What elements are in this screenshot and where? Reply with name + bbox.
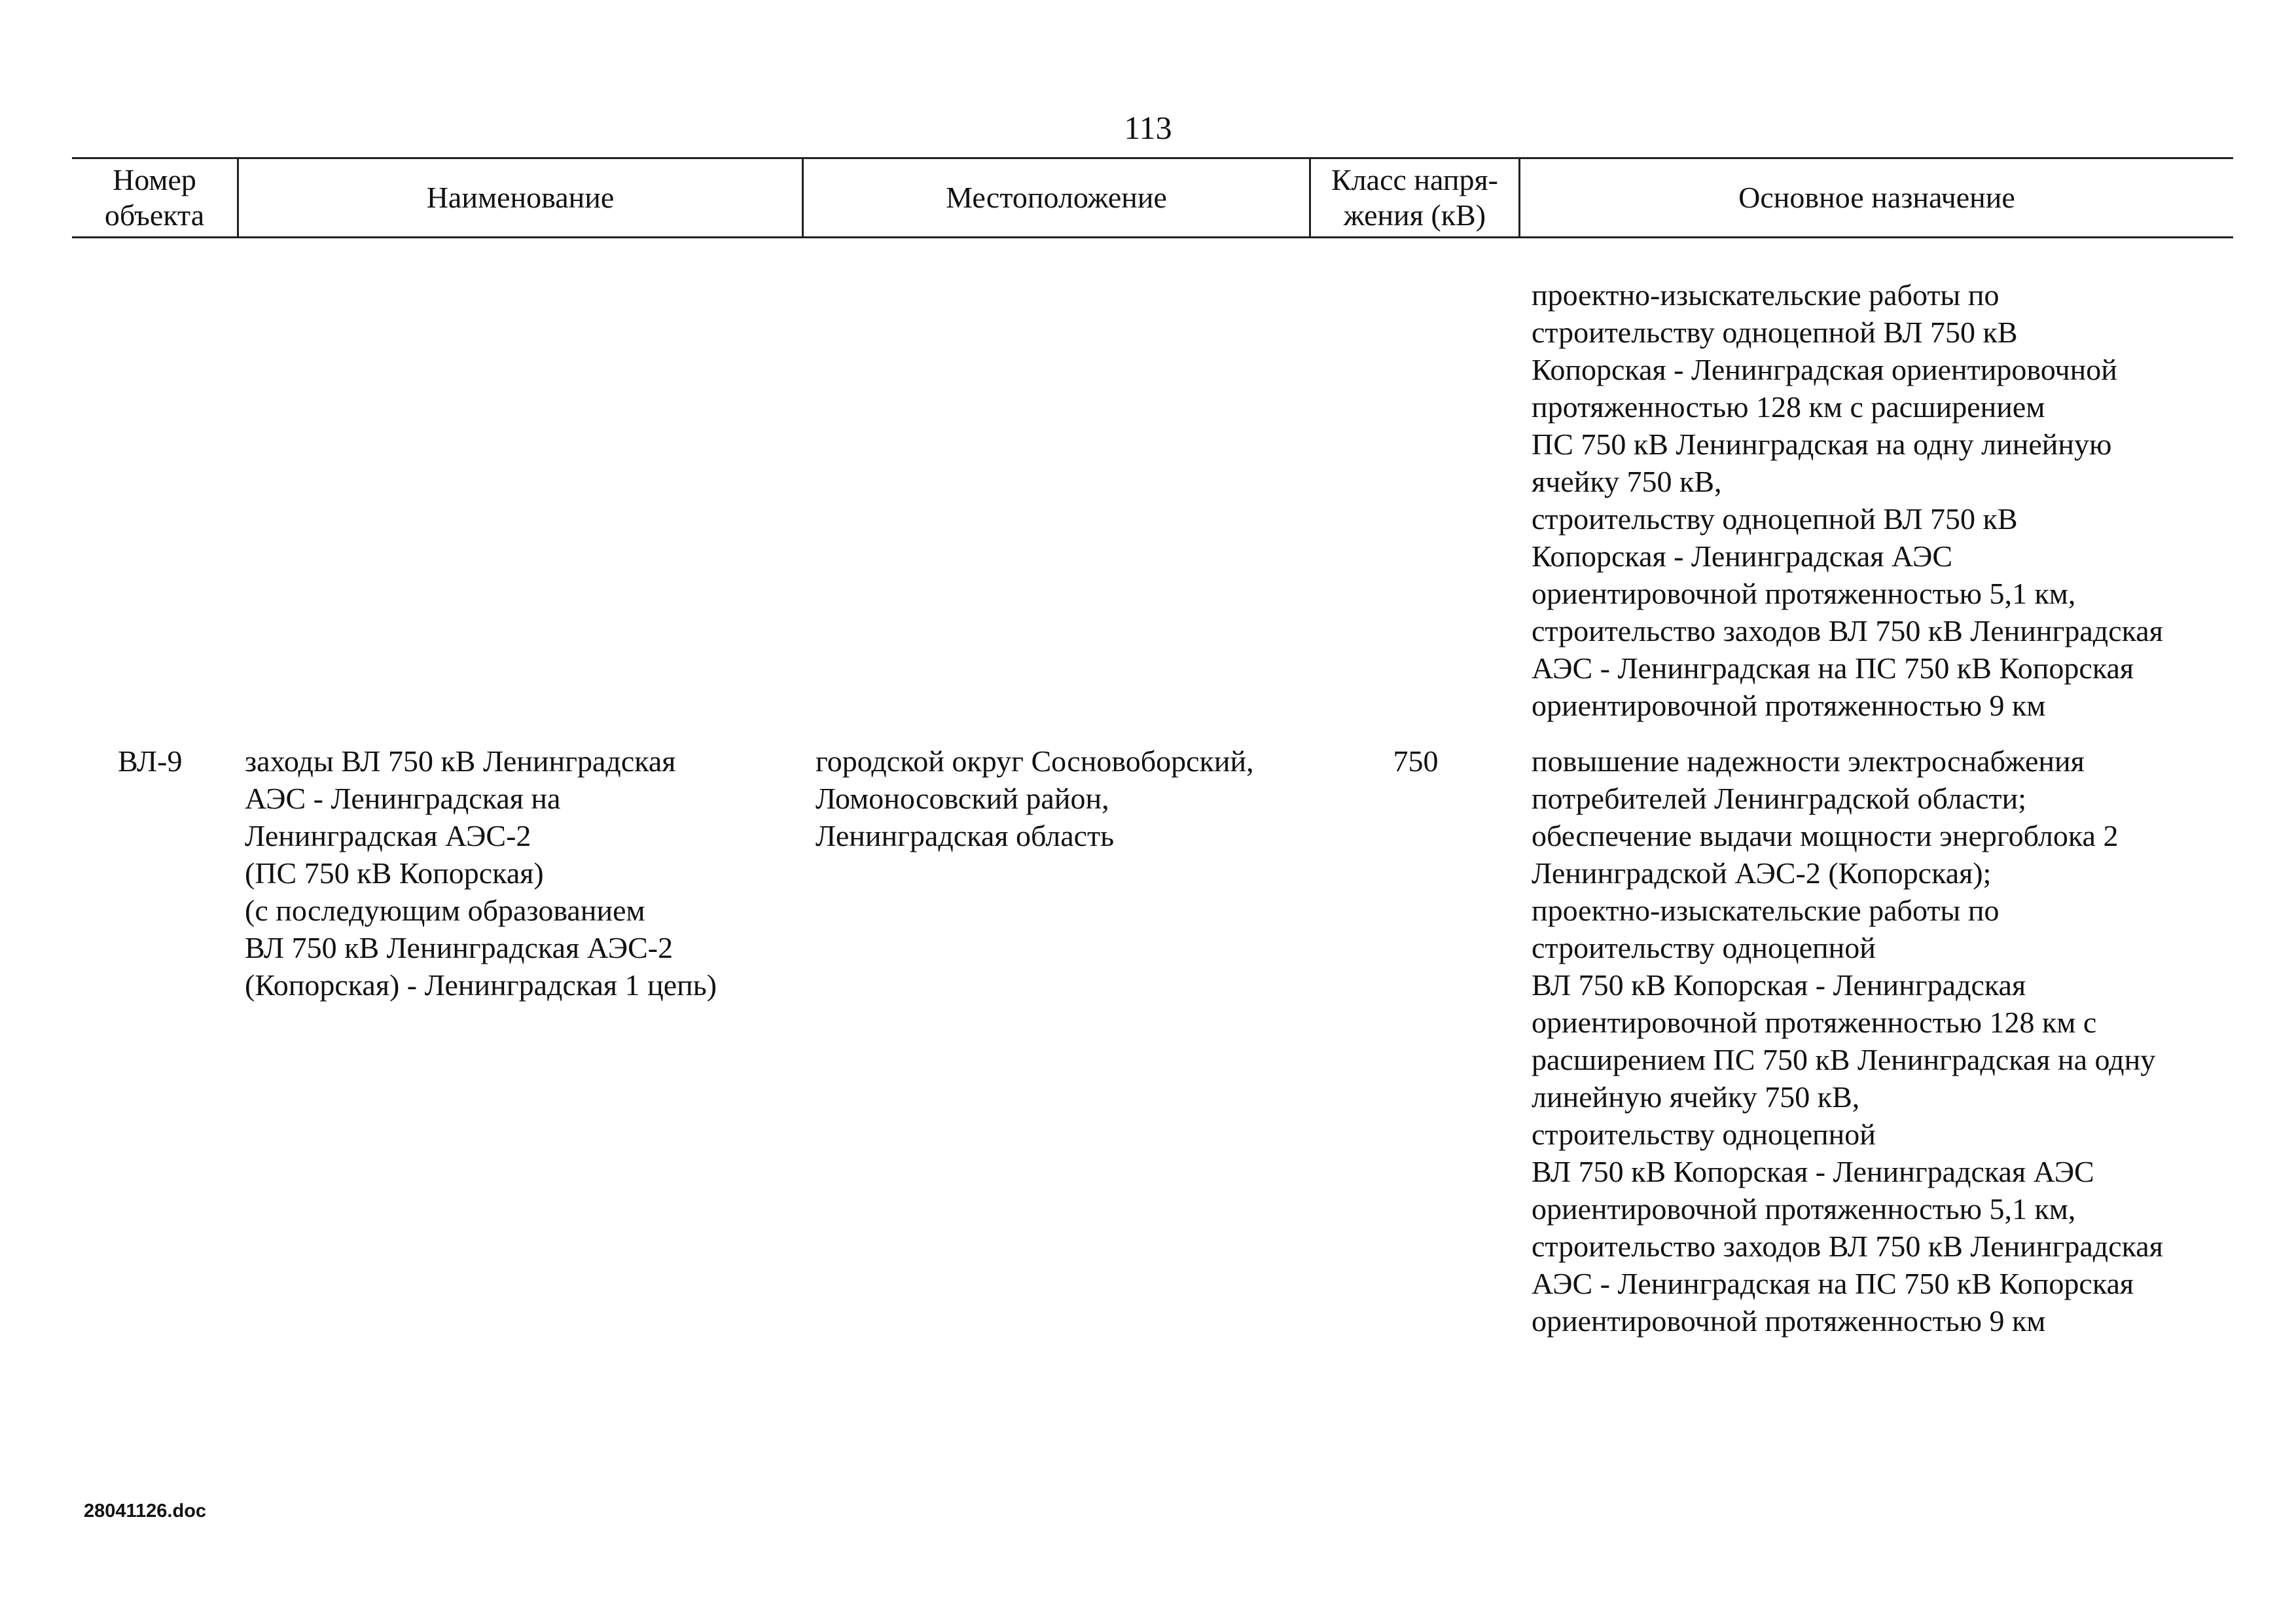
header-location: Местоположение <box>946 181 1167 214</box>
row-name: заходы ВЛ 750 кВ Ленинградская АЭС - Ленинградская на Ленинградская АЭС-2 (ПС 750 кВ Копорская) (с последующим образованием ВЛ 750 кВ Ленинградская АЭС-2 (Копорская) - Ленинградская 1 цепь) <box>245 744 717 1002</box>
row-object-number: ВЛ-9 <box>118 744 183 778</box>
header-voltage-class: Класс напря- жения (кВ) <box>1331 163 1498 232</box>
table-header <box>72 157 2233 238</box>
row-purpose: повышение надежности электроснабжения потребителей Ленинградской области; обеспечение выдачи мощности энергоблока 2 Ленинградской АЭС-2 (Копорская); проектно-изыскательские работы по строительству одноцепной ВЛ 750 кВ Копорская - Ленинградская ориентировочной протяженностью 128 км с расширением ПС 750 кВ Ленинградская на одну линейную ячейку 750 кВ, строительству одноцепной ВЛ 750 кВ Копорская - Ленинградская АЭС ориентировочной протяженностью 5,1 км, строительство заходов ВЛ 750 кВ Ленинградская АЭС - Ленинградская на ПС 750 кВ Копорская ориентировочной протяженностью 9 км <box>1532 744 2163 1338</box>
header-purpose: Основное назначение <box>1738 181 2015 214</box>
continued-purpose-text: проектно-изыскательские работы по строительству одноцепной ВЛ 750 кВ Копорская - Ленинградская ориентировочной протяженностью 128 км с расширением ПС 750 кВ Ленинградская на одну линейную ячейку 750 кВ, строительству одноцепной ВЛ 750 кВ Копорская - Ленинградская АЭС ориентировочной протяженностью 5,1 км, строительство заходов ВЛ 750 кВ Ленинградская АЭС - Ленинградская на ПС 750 кВ Копорская ориентировочной протяженностью 9 км <box>1532 278 2163 722</box>
header-object-number: Номер объекта <box>104 163 205 232</box>
row-voltage: 750 <box>1393 744 1439 778</box>
footer-document-code: 28041126.doc <box>84 1501 207 1522</box>
page-number: 113 <box>1124 109 1172 146</box>
header-name: Наименование <box>426 181 615 214</box>
row-location: городской округ Сосновоборский, Ломоносовский район, Ленинградская область <box>816 744 1254 852</box>
